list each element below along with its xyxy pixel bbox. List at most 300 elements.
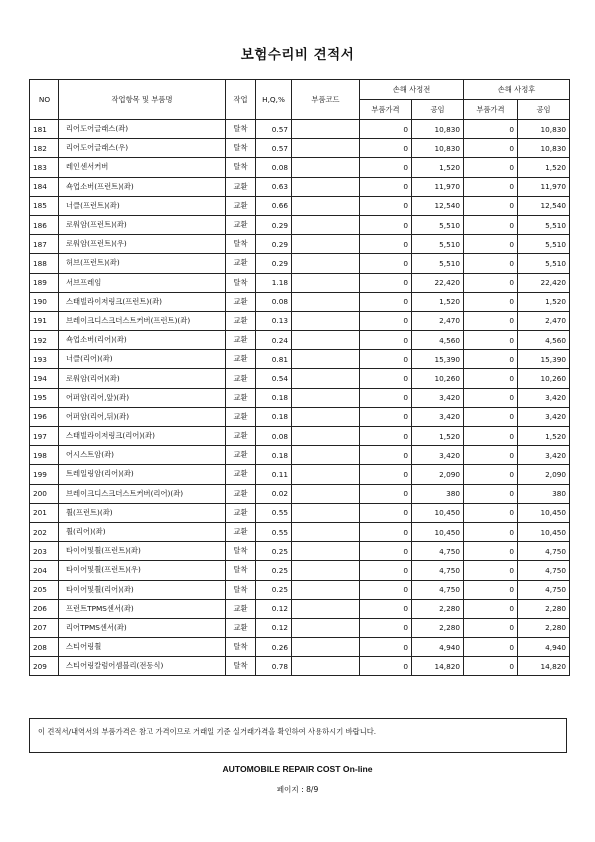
after-labor-cell: 10,260	[518, 369, 570, 388]
work-type-cell: 교환	[226, 196, 256, 215]
item-name-cell: 리어도어글래스(좌)	[59, 120, 226, 139]
after-labor-cell: 5,510	[518, 235, 570, 254]
item-name-cell: 타이어및휠(프런트)(좌)	[59, 542, 226, 561]
table-body	[30, 120, 570, 676]
table-row	[30, 503, 570, 522]
document-title: 보험수리비 견적서	[240, 47, 355, 63]
before-labor-cell: 4,560	[412, 331, 464, 350]
part-code-cell	[292, 158, 360, 177]
after-labor-cell: 10,830	[518, 120, 570, 139]
table-row	[30, 139, 570, 158]
work-type-cell: 교환	[226, 311, 256, 330]
table-row	[30, 158, 570, 177]
after-part-price-cell: 0	[464, 484, 518, 503]
before-part-price-cell: 0	[360, 273, 412, 292]
before-labor-cell: 2,280	[412, 618, 464, 637]
after-labor-cell: 3,420	[518, 388, 570, 407]
part-code-cell	[292, 350, 360, 369]
work-type-cell: 탈착	[226, 580, 256, 599]
part-code-cell	[292, 427, 360, 446]
after-labor-cell: 4,940	[518, 638, 570, 657]
row-number-cell: 204	[30, 561, 59, 580]
work-type-cell: 탈착	[226, 542, 256, 561]
item-name-cell: 브레이크디스크더스트커버(리어)(좌)	[59, 484, 226, 503]
item-name-cell: 프런트TPMS센서(좌)	[59, 599, 226, 618]
work-type-cell: 탈착	[226, 273, 256, 292]
table-header	[30, 80, 570, 120]
before-part-price-cell: 0	[360, 465, 412, 484]
table-row	[30, 446, 570, 465]
after-labor-cell: 380	[518, 484, 570, 503]
after-labor-cell: 5,510	[518, 215, 570, 234]
table-row	[30, 196, 570, 215]
table-row	[30, 331, 570, 350]
row-number-cell: 209	[30, 657, 59, 676]
part-code-cell	[292, 273, 360, 292]
table-row	[30, 638, 570, 657]
work-type-cell: 교환	[226, 388, 256, 407]
before-labor-cell: 2,280	[412, 599, 464, 618]
hq-value-cell: 0.26	[256, 638, 292, 657]
hq-value-cell: 0.54	[256, 369, 292, 388]
part-code-cell	[292, 446, 360, 465]
table-row	[30, 465, 570, 484]
before-labor-cell: 3,420	[412, 388, 464, 407]
part-code-cell	[292, 215, 360, 234]
part-code-cell	[292, 235, 360, 254]
part-code-cell	[292, 120, 360, 139]
before-part-price-cell: 0	[360, 120, 412, 139]
before-labor-cell: 5,510	[412, 254, 464, 273]
hq-value-cell: 0.78	[256, 657, 292, 676]
table-row	[30, 292, 570, 311]
table-row	[30, 369, 570, 388]
hq-value-cell: 0.25	[256, 561, 292, 580]
row-number-cell: 185	[30, 196, 59, 215]
before-labor-cell: 1,520	[412, 427, 464, 446]
after-labor-cell: 2,280	[518, 599, 570, 618]
row-number-cell: 192	[30, 331, 59, 350]
before-part-price-cell: 0	[360, 427, 412, 446]
part-code-cell	[292, 331, 360, 350]
before-labor-cell: 4,750	[412, 561, 464, 580]
work-type-cell: 탈착	[226, 158, 256, 177]
part-code-cell	[292, 599, 360, 618]
part-code-cell	[292, 484, 360, 503]
hq-value-cell: 0.08	[256, 427, 292, 446]
item-name-cell: 스티어링칼럼어셈블리(전동식)	[59, 657, 226, 676]
hq-value-cell: 0.12	[256, 618, 292, 637]
before-part-price-cell: 0	[360, 369, 412, 388]
row-number-cell: 183	[30, 158, 59, 177]
hq-value-cell: 1.18	[256, 273, 292, 292]
work-type-cell: 교환	[226, 215, 256, 234]
hq-value-cell: 0.13	[256, 311, 292, 330]
table-row	[30, 427, 570, 446]
table-row	[30, 657, 570, 676]
hq-value-cell: 0.25	[256, 580, 292, 599]
before-part-price-cell: 0	[360, 599, 412, 618]
item-name-cell: 너클(프런트)(좌)	[59, 196, 226, 215]
after-labor-cell: 2,090	[518, 465, 570, 484]
work-type-cell: 탈착	[226, 657, 256, 676]
before-labor-cell: 3,420	[412, 407, 464, 426]
item-name-cell: 로워암(프런트)(좌)	[59, 215, 226, 234]
row-number-cell: 182	[30, 139, 59, 158]
before-part-price-cell: 0	[360, 580, 412, 599]
hq-value-cell: 0.29	[256, 254, 292, 273]
row-number-cell: 190	[30, 292, 59, 311]
work-type-cell: 교환	[226, 484, 256, 503]
before-labor-cell: 10,260	[412, 369, 464, 388]
work-type-cell: 교환	[226, 427, 256, 446]
before-part-price-cell: 0	[360, 331, 412, 350]
before-part-price-cell: 0	[360, 407, 412, 426]
part-code-cell	[292, 407, 360, 426]
after-part-price-cell: 0	[464, 638, 518, 657]
before-part-price-cell: 0	[360, 350, 412, 369]
page-number: 페이지 : 8/9	[276, 785, 319, 794]
after-part-price-cell: 0	[464, 311, 518, 330]
part-code-cell	[292, 139, 360, 158]
after-part-price-cell: 0	[464, 407, 518, 426]
after-labor-cell: 1,520	[518, 158, 570, 177]
table-row	[30, 273, 570, 292]
row-number-cell: 181	[30, 120, 59, 139]
row-number-cell: 189	[30, 273, 59, 292]
before-part-price-cell: 0	[360, 177, 412, 196]
before-part-price-cell: 0	[360, 235, 412, 254]
table-row	[30, 254, 570, 273]
row-number-cell: 193	[30, 350, 59, 369]
item-name-cell: 레인센서커버	[59, 158, 226, 177]
after-labor-cell: 4,750	[518, 542, 570, 561]
hq-value-cell: 0.57	[256, 139, 292, 158]
part-code-cell	[292, 542, 360, 561]
table-row	[30, 311, 570, 330]
after-labor-cell: 1,520	[518, 427, 570, 446]
table-row	[30, 599, 570, 618]
header-after-adjustment: 손해 사정후	[464, 80, 570, 100]
hq-value-cell: 0.63	[256, 177, 292, 196]
row-number-cell: 200	[30, 484, 59, 503]
hq-value-cell: 0.55	[256, 503, 292, 522]
before-part-price-cell: 0	[360, 503, 412, 522]
after-part-price-cell: 0	[464, 350, 518, 369]
work-type-cell: 교환	[226, 522, 256, 541]
hq-value-cell: 0.18	[256, 446, 292, 465]
hq-value-cell: 0.12	[256, 599, 292, 618]
before-labor-cell: 1,520	[412, 158, 464, 177]
before-part-price-cell: 0	[360, 158, 412, 177]
after-part-price-cell: 0	[464, 369, 518, 388]
after-labor-cell: 10,450	[518, 522, 570, 541]
before-labor-cell: 5,510	[412, 215, 464, 234]
header-part-code: 부품코드	[292, 80, 360, 120]
table-row	[30, 618, 570, 637]
header-after-labor: 공임	[518, 100, 570, 120]
hq-value-cell: 0.25	[256, 542, 292, 561]
item-name-cell: 스티어링휠	[59, 638, 226, 657]
before-part-price-cell: 0	[360, 196, 412, 215]
work-type-cell: 탈착	[226, 561, 256, 580]
after-part-price-cell: 0	[464, 388, 518, 407]
item-name-cell: 휠(프런트)(좌)	[59, 503, 226, 522]
before-part-price-cell: 0	[360, 292, 412, 311]
disclaimer-note: 이 견적서/내역서의 부품가격은 참고 가격이므로 거래일 기준 실거래가격을 확인하여 사용하시기 바랍니다.	[29, 718, 567, 753]
before-labor-cell: 12,540	[412, 196, 464, 215]
header-before-part-price: 부품가격	[360, 100, 412, 120]
table-row	[30, 580, 570, 599]
header-no: NO	[30, 80, 59, 120]
row-number-cell: 195	[30, 388, 59, 407]
before-part-price-cell: 0	[360, 254, 412, 273]
row-number-cell: 208	[30, 638, 59, 657]
work-type-cell: 교환	[226, 599, 256, 618]
after-labor-cell: 4,560	[518, 331, 570, 350]
hq-value-cell: 0.57	[256, 120, 292, 139]
after-part-price-cell: 0	[464, 273, 518, 292]
work-type-cell: 교환	[226, 177, 256, 196]
after-labor-cell: 10,450	[518, 503, 570, 522]
footer-title: AUTOMOBILE REPAIR COST On-line	[222, 764, 373, 774]
table-row	[30, 120, 570, 139]
before-labor-cell: 1,520	[412, 292, 464, 311]
hq-value-cell: 0.29	[256, 235, 292, 254]
hq-value-cell: 0.11	[256, 465, 292, 484]
hq-value-cell: 0.08	[256, 158, 292, 177]
item-name-cell: 쇽업소버(프런트)(좌)	[59, 177, 226, 196]
work-type-cell: 탈착	[226, 235, 256, 254]
hq-value-cell: 0.81	[256, 350, 292, 369]
item-name-cell: 타이어및휠(리어)(좌)	[59, 580, 226, 599]
part-code-cell	[292, 311, 360, 330]
work-type-cell: 교환	[226, 350, 256, 369]
work-type-cell: 교환	[226, 618, 256, 637]
item-name-cell: 리어TPMS센서(좌)	[59, 618, 226, 637]
after-labor-cell: 15,390	[518, 350, 570, 369]
after-labor-cell: 12,540	[518, 196, 570, 215]
item-name-cell: 어퍼암(리어,뒤)(좌)	[59, 407, 226, 426]
after-part-price-cell: 0	[464, 292, 518, 311]
after-part-price-cell: 0	[464, 657, 518, 676]
item-name-cell: 너클(리어)(좌)	[59, 350, 226, 369]
after-part-price-cell: 0	[464, 465, 518, 484]
row-number-cell: 184	[30, 177, 59, 196]
after-part-price-cell: 0	[464, 139, 518, 158]
hq-value-cell: 0.24	[256, 331, 292, 350]
after-part-price-cell: 0	[464, 427, 518, 446]
row-number-cell: 202	[30, 522, 59, 541]
row-number-cell: 201	[30, 503, 59, 522]
row-number-cell: 194	[30, 369, 59, 388]
work-type-cell: 교환	[226, 465, 256, 484]
before-part-price-cell: 0	[360, 542, 412, 561]
before-labor-cell: 2,090	[412, 465, 464, 484]
after-labor-cell: 2,280	[518, 618, 570, 637]
hq-value-cell: 0.18	[256, 407, 292, 426]
after-part-price-cell: 0	[464, 196, 518, 215]
item-name-cell: 스태빌라이저링크(리어)(좌)	[59, 427, 226, 446]
after-part-price-cell: 0	[464, 254, 518, 273]
part-code-cell	[292, 503, 360, 522]
row-number-cell: 187	[30, 235, 59, 254]
after-part-price-cell: 0	[464, 618, 518, 637]
before-labor-cell: 10,450	[412, 503, 464, 522]
row-number-cell: 205	[30, 580, 59, 599]
before-labor-cell: 4,750	[412, 580, 464, 599]
before-labor-cell: 4,940	[412, 638, 464, 657]
row-number-cell: 207	[30, 618, 59, 637]
after-labor-cell: 22,420	[518, 273, 570, 292]
after-part-price-cell: 0	[464, 503, 518, 522]
after-labor-cell: 1,520	[518, 292, 570, 311]
before-labor-cell: 380	[412, 484, 464, 503]
row-number-cell: 188	[30, 254, 59, 273]
header-before-adjustment: 손해 사정전	[360, 80, 464, 100]
before-labor-cell: 11,970	[412, 177, 464, 196]
before-part-price-cell: 0	[360, 446, 412, 465]
after-part-price-cell: 0	[464, 158, 518, 177]
part-code-cell	[292, 177, 360, 196]
before-part-price-cell: 0	[360, 638, 412, 657]
header-before-labor: 공임	[412, 100, 464, 120]
hq-value-cell: 0.66	[256, 196, 292, 215]
estimate-table	[29, 79, 570, 676]
item-name-cell: 스태빌라이저링크(프런트)(좌)	[59, 292, 226, 311]
work-type-cell: 탈착	[226, 139, 256, 158]
item-name-cell: 로워암(프런트)(우)	[59, 235, 226, 254]
table-row	[30, 522, 570, 541]
part-code-cell	[292, 369, 360, 388]
item-name-cell: 어퍼암(리어,앞)(좌)	[59, 388, 226, 407]
item-name-cell: 브레이크디스크더스트커버(프런트)(좌)	[59, 311, 226, 330]
before-part-price-cell: 0	[360, 522, 412, 541]
work-type-cell: 교환	[226, 331, 256, 350]
after-part-price-cell: 0	[464, 599, 518, 618]
before-labor-cell: 10,450	[412, 522, 464, 541]
after-labor-cell: 5,510	[518, 254, 570, 273]
header-after-part-price: 부품가격	[464, 100, 518, 120]
work-type-cell: 교환	[226, 407, 256, 426]
row-number-cell: 196	[30, 407, 59, 426]
row-number-cell: 199	[30, 465, 59, 484]
row-number-cell: 203	[30, 542, 59, 561]
before-labor-cell: 5,510	[412, 235, 464, 254]
part-code-cell	[292, 254, 360, 273]
after-labor-cell: 4,750	[518, 580, 570, 599]
header-work: 작업	[226, 80, 256, 120]
hq-value-cell: 0.18	[256, 388, 292, 407]
item-name-cell: 쇽업소버(리어)(좌)	[59, 331, 226, 350]
part-code-cell	[292, 196, 360, 215]
part-code-cell	[292, 657, 360, 676]
table-row	[30, 561, 570, 580]
part-code-cell	[292, 618, 360, 637]
hq-value-cell: 0.02	[256, 484, 292, 503]
work-type-cell: 교환	[226, 254, 256, 273]
table-row	[30, 484, 570, 503]
item-name-cell: 트레일링암(리어)(좌)	[59, 465, 226, 484]
row-number-cell: 198	[30, 446, 59, 465]
row-number-cell: 191	[30, 311, 59, 330]
after-part-price-cell: 0	[464, 522, 518, 541]
row-number-cell: 206	[30, 599, 59, 618]
before-labor-cell: 10,830	[412, 120, 464, 139]
before-part-price-cell: 0	[360, 388, 412, 407]
table-row	[30, 350, 570, 369]
work-type-cell: 교환	[226, 292, 256, 311]
part-code-cell	[292, 561, 360, 580]
before-labor-cell: 3,420	[412, 446, 464, 465]
table-row	[30, 215, 570, 234]
item-name-cell: 서브프레임	[59, 273, 226, 292]
before-labor-cell: 10,830	[412, 139, 464, 158]
table-row	[30, 542, 570, 561]
before-part-price-cell: 0	[360, 618, 412, 637]
part-code-cell	[292, 638, 360, 657]
before-part-price-cell: 0	[360, 657, 412, 676]
item-name-cell: 휠(리어)(좌)	[59, 522, 226, 541]
hq-value-cell: 0.55	[256, 522, 292, 541]
work-type-cell: 교환	[226, 446, 256, 465]
after-part-price-cell: 0	[464, 446, 518, 465]
work-type-cell: 탈착	[226, 120, 256, 139]
header-item: 작업항목 및 부품명	[59, 80, 226, 120]
table-row	[30, 177, 570, 196]
part-code-cell	[292, 580, 360, 599]
item-name-cell: 허브(프런트)(좌)	[59, 254, 226, 273]
after-part-price-cell: 0	[464, 561, 518, 580]
table-row	[30, 235, 570, 254]
before-labor-cell: 22,420	[412, 273, 464, 292]
before-part-price-cell: 0	[360, 311, 412, 330]
table-row	[30, 407, 570, 426]
before-labor-cell: 15,390	[412, 350, 464, 369]
after-part-price-cell: 0	[464, 120, 518, 139]
item-name-cell: 어시스트암(좌)	[59, 446, 226, 465]
after-labor-cell: 3,420	[518, 407, 570, 426]
before-part-price-cell: 0	[360, 484, 412, 503]
after-part-price-cell: 0	[464, 177, 518, 196]
hq-value-cell: 0.29	[256, 215, 292, 234]
table-row	[30, 388, 570, 407]
after-labor-cell: 2,470	[518, 311, 570, 330]
part-code-cell	[292, 465, 360, 484]
before-labor-cell: 14,820	[412, 657, 464, 676]
before-part-price-cell: 0	[360, 139, 412, 158]
item-name-cell: 리어도어글래스(우)	[59, 139, 226, 158]
part-code-cell	[292, 522, 360, 541]
work-type-cell: 교환	[226, 503, 256, 522]
after-labor-cell: 3,420	[518, 446, 570, 465]
after-labor-cell: 11,970	[518, 177, 570, 196]
work-type-cell: 탈착	[226, 638, 256, 657]
after-labor-cell: 10,830	[518, 139, 570, 158]
after-part-price-cell: 0	[464, 542, 518, 561]
after-part-price-cell: 0	[464, 215, 518, 234]
work-type-cell: 교환	[226, 369, 256, 388]
row-number-cell: 197	[30, 427, 59, 446]
hq-value-cell: 0.08	[256, 292, 292, 311]
row-number-cell: 186	[30, 215, 59, 234]
before-labor-cell: 2,470	[412, 311, 464, 330]
part-code-cell	[292, 388, 360, 407]
after-part-price-cell: 0	[464, 580, 518, 599]
header-hq: H,Q,%	[256, 80, 292, 120]
part-code-cell	[292, 292, 360, 311]
after-part-price-cell: 0	[464, 235, 518, 254]
